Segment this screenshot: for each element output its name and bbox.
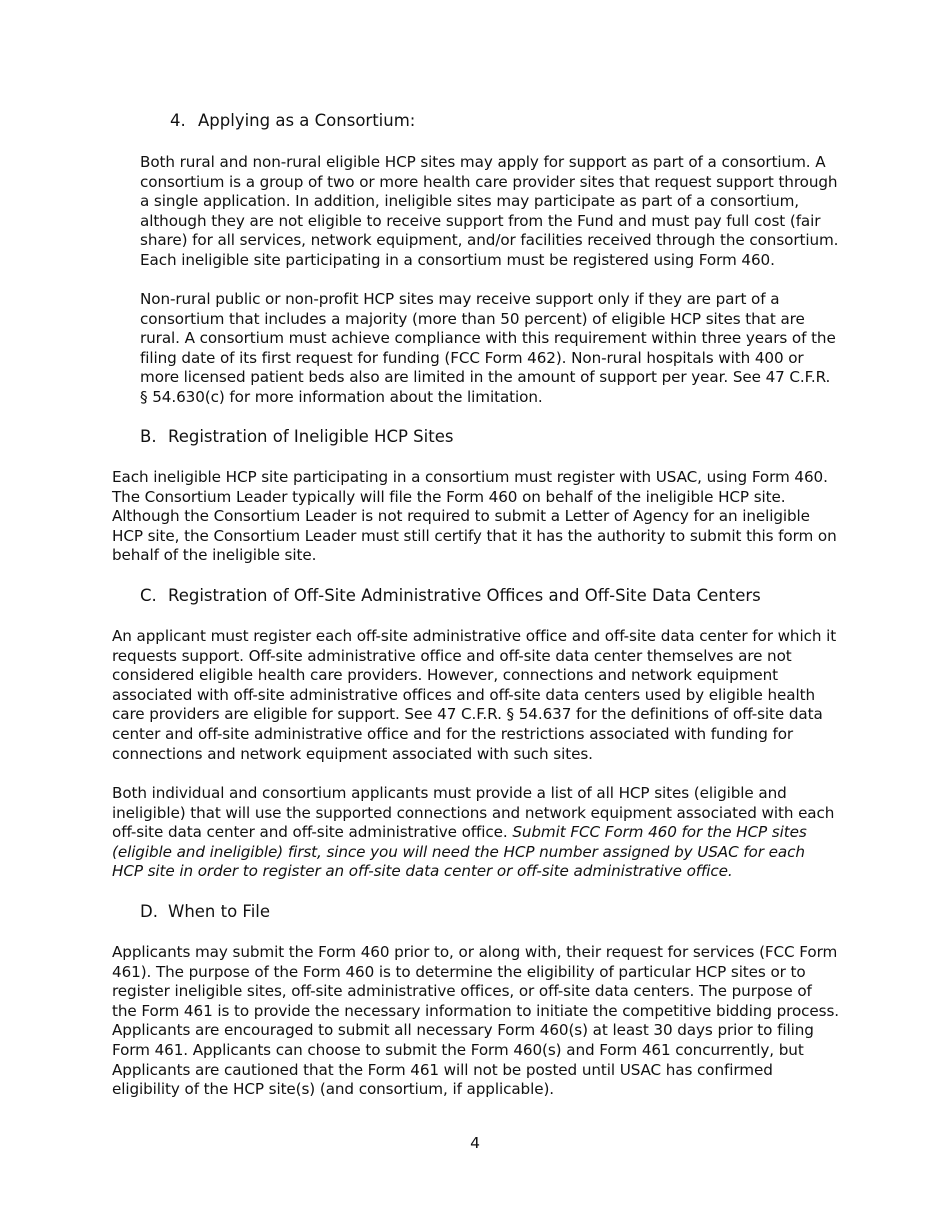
- section-c-letter: C.: [140, 586, 157, 605]
- section-c-paragraph-2-emphasis: Submit FCC Form 460 for the HCP sites (eligible and ineligible) first, since you will need the HCP number assigned by USAC for each HCP site in order to register an off-site data center or off-site administrative office.: [112, 823, 807, 881]
- section-d-heading: [140, 902, 270, 922]
- section-b-letter: B.: [140, 427, 157, 446]
- section-4-number: 4.: [170, 111, 186, 130]
- section-c-paragraph-1: An applicant must register each off-site administrative office and off-site data center for which it requests support. Off-site administrative office and off-site data center themselves are not considered eligible health care providers. However, connections and network equipment associated with off-site administrative offices and off-site data centers used by eligible health care providers are eligible for support. See 47 C.F.R. § 54.637 for the definitions of off-site data center and off-site administrative office and for the restrictions associated with funding for connections and network equipment associated with such sites.: [112, 627, 837, 763]
- page-number: 4: [470, 1134, 480, 1152]
- section-d-paragraph: Applicants may submit the Form 460 prior to, or along with, their request for services (FCC Form 461). The purpose of the Form 460 is to determine the eligibility of particular HCP sites or to register ineligible sites, off-site administrative offices, or off-site data centers. The purpose of the Form 461 is to provide the necessary information to initiate the competitive bidding process. Applicants are encouraged to submit all necessary Form 460(s) at least 30 days prior to filing Form 461. Applicants can choose to submit the Form 460(s) and Form 461 concurrently, but Applicants are cautioned that the Form 461 will not be posted until USAC has confirmed eligibility of the HCP site(s) (and consortium, if applicable).: [112, 943, 840, 1099]
- section-b-paragraph: Each ineligible HCP site participating in a consortium must register with USAC, using Form 460. The Consortium Leader typically will file the Form 460 on behalf of the ineligible HCP site. Although the Consortium Leader is not required to submit a Letter of Agency for an ineligible HCP site, the Consortium Leader must still certify that it has the authority to submit this form on behalf of the ineligible site.: [112, 468, 837, 565]
- section-d-letter: D.: [140, 902, 158, 921]
- section-c-paragraph-2-text: Both individual and consortium applicants must provide a list of all HCP sites (eligible and ineligible) that will use the supported connections and network equipment associated with each off-site data center and off-site administrative office.: [112, 784, 835, 842]
- section-b-heading: [140, 427, 453, 447]
- section-b-title: Registration of Ineligible HCP Sites: [168, 427, 454, 446]
- section-c-paragraph-2: [112, 784, 840, 882]
- section-4-paragraph-2: Non-rural public or non-profit HCP sites may receive support only if they are part of a consortium that includes a majority (more than 50 percent) of eligible HCP sites that are rural. A consortium must achieve compliance with this requirement within three years of the filing date of its first request for funding (FCC Form 462). Non-rural hospitals with 400 or more licensed patient beds also are limited in the amount of support per year. See 47 C.F.R. § 54.630(c) for more information about the limitation.: [140, 290, 836, 406]
- section-c-heading: [140, 586, 761, 606]
- section-4-paragraph-1: Both rural and non-rural eligible HCP sites may apply for support as part of a consortium. A consortium is a group of two or more health care provider sites that request support through a single application. In addition, ineligible sites may participate as part of a consortium, although they are not eligible to receive support from the Fund and must pay full cost (fair share) for all services, network equipment, and/or facilities received through the consortium. Each ineligible site participating in a consortium must be registered using Form 460.: [140, 153, 839, 269]
- section-d-title: When to File: [168, 902, 271, 921]
- section-4-heading: [170, 111, 415, 131]
- section-c-title: Registration of Off-Site Administrative Offices and Off-Site Data Centers: [168, 586, 761, 605]
- section-4-title: Applying as a Consortium:: [198, 111, 416, 130]
